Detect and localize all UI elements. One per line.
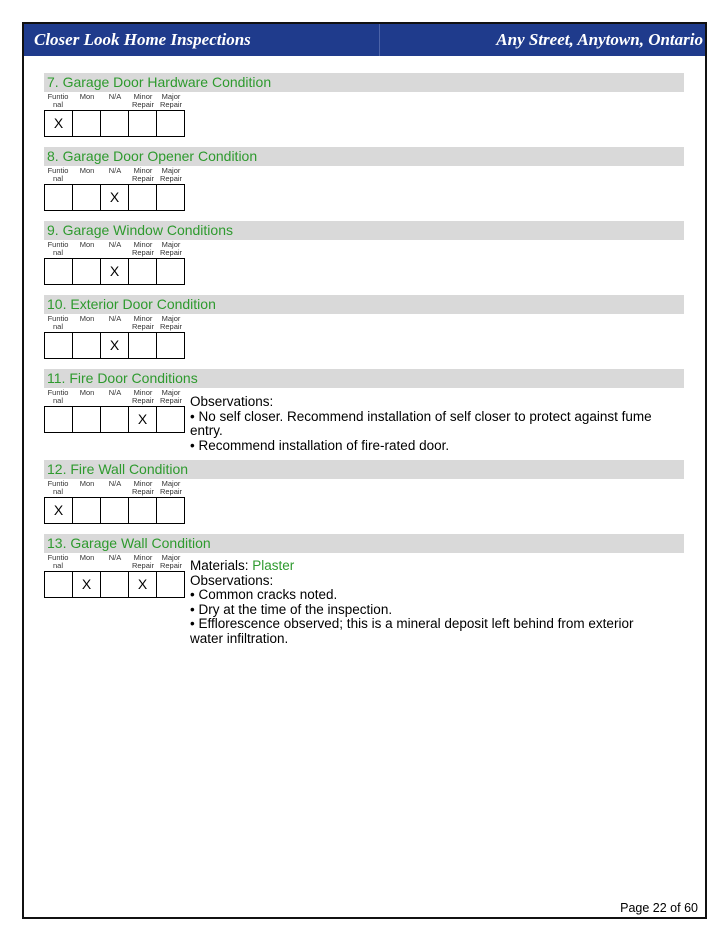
page-number: Page 22 of 60: [620, 901, 698, 915]
cell-minor-repair: [129, 111, 157, 136]
cell-functional: [45, 572, 73, 597]
section-garage-door-hardware: [44, 73, 684, 131]
section-title: 10. Exterior Door Condition: [44, 295, 684, 314]
col-minor-repair: Minor Repair: [131, 388, 155, 405]
cell-minor-repair: [129, 185, 157, 210]
cell-minor-repair: [129, 498, 157, 523]
cell-mon: X: [73, 572, 101, 597]
col-major-repair: Major Repair: [159, 553, 183, 570]
cell-major-repair: [157, 111, 184, 136]
report-header: [24, 24, 705, 56]
section-title: 8. Garage Door Opener Condition: [44, 147, 684, 166]
col-major-repair: Major Repair: [159, 240, 183, 257]
col-na: N/A: [108, 314, 122, 323]
col-minor-repair: Minor Repair: [131, 314, 155, 331]
company-name: Closer Look Home Inspections: [24, 24, 380, 56]
col-functional: Funtio nal: [47, 314, 69, 331]
cell-na: X: [101, 185, 129, 210]
cell-mon: [73, 333, 101, 358]
property-address: Any Street, Anytown, Ontario: [496, 30, 703, 49]
materials-value: Plaster: [252, 558, 295, 573]
col-mon: Mon: [79, 166, 95, 175]
cell-major-repair: [157, 407, 184, 432]
cell-mon: [73, 259, 101, 284]
col-na: N/A: [108, 240, 122, 249]
materials-line: [190, 559, 670, 574]
section-fire-door: [44, 369, 684, 453]
section-title: 7. Garage Door Hardware Condition: [44, 73, 684, 92]
cell-na: [101, 498, 129, 523]
col-mon: Mon: [79, 388, 95, 397]
observation-item: • No self closer. Recommend installation of self closer to protect against fume entry.: [190, 408, 652, 438]
cell-functional: [45, 407, 73, 432]
column-headers: [44, 240, 684, 258]
col-na: N/A: [108, 553, 122, 562]
cell-functional: [45, 333, 73, 358]
cell-major-repair: [157, 185, 184, 210]
section-fire-wall: [44, 460, 684, 518]
cell-functional: X: [45, 498, 73, 523]
col-functional: Funtio nal: [47, 479, 69, 496]
col-minor-repair: Minor Repair: [131, 240, 155, 257]
section-garage-window: [44, 221, 684, 279]
col-major-repair: Major Repair: [159, 314, 183, 331]
cell-minor-repair: X: [129, 572, 157, 597]
condition-grid: [44, 332, 185, 359]
observation-item: • Common cracks noted.: [190, 587, 338, 602]
col-mon: Mon: [79, 553, 95, 562]
cell-mon: [73, 185, 101, 210]
col-major-repair: Major Repair: [159, 166, 183, 183]
col-na: N/A: [108, 479, 122, 488]
observations-block: [190, 395, 670, 453]
observations-label: Observations:: [190, 572, 274, 588]
materials-label: Materials:: [190, 558, 249, 573]
section-title: 12. Fire Wall Condition: [44, 460, 684, 479]
column-headers: [44, 92, 684, 110]
section-title: 11. Fire Door Conditions: [44, 369, 684, 388]
column-headers: [44, 166, 684, 184]
col-functional: Funtio nal: [47, 388, 69, 405]
cell-na: [101, 572, 129, 597]
section-garage-door-opener: [44, 147, 684, 205]
condition-grid: [44, 110, 185, 137]
cell-minor-repair: [129, 333, 157, 358]
condition-grid: [44, 406, 185, 433]
cell-major-repair: [157, 333, 184, 358]
col-major-repair: Major Repair: [159, 92, 183, 109]
observations-block: [190, 559, 670, 646]
cell-na: X: [101, 259, 129, 284]
section-title: 13. Garage Wall Condition: [44, 534, 684, 553]
cell-functional: X: [45, 111, 73, 136]
col-mon: Mon: [79, 314, 95, 323]
observation-item: • Dry at the time of the inspection.: [190, 601, 393, 617]
col-major-repair: Major Repair: [159, 388, 183, 405]
cell-major-repair: [157, 572, 184, 597]
column-headers: [44, 314, 684, 332]
cell-mon: [73, 407, 101, 432]
col-functional: Funtio nal: [47, 240, 69, 257]
cell-mon: [73, 111, 101, 136]
section-title: 9. Garage Window Conditions: [44, 221, 684, 240]
cell-major-repair: [157, 498, 184, 523]
col-minor-repair: Minor Repair: [131, 553, 155, 570]
condition-grid: [44, 184, 185, 211]
condition-grid: [44, 571, 185, 598]
section-exterior-door: [44, 295, 684, 353]
cell-mon: [73, 498, 101, 523]
cell-functional: [45, 185, 73, 210]
cell-major-repair: [157, 259, 184, 284]
cell-functional: [45, 259, 73, 284]
cell-minor-repair: [129, 259, 157, 284]
col-functional: Funtio nal: [47, 92, 69, 109]
col-functional: Funtio nal: [47, 166, 69, 183]
cell-na: X: [101, 333, 129, 358]
col-na: N/A: [108, 388, 122, 397]
col-mon: Mon: [79, 479, 95, 488]
col-minor-repair: Minor Repair: [131, 166, 155, 183]
column-headers: [44, 479, 684, 497]
col-functional: Funtio nal: [47, 553, 69, 570]
condition-grid: [44, 258, 185, 285]
col-major-repair: Major Repair: [159, 479, 183, 496]
observation-item: • Efflorescence observed; this is a mineral deposit left behind from exterior water infiltration.: [190, 616, 634, 646]
condition-grid: [44, 497, 185, 524]
observation-item: • Recommend installation of fire-rated door.: [190, 437, 450, 453]
cell-na: [101, 407, 129, 432]
section-garage-wall: [44, 534, 684, 646]
col-na: N/A: [108, 166, 122, 175]
col-mon: Mon: [79, 240, 95, 249]
col-minor-repair: Minor Repair: [131, 479, 155, 496]
observations-label: Observations:: [190, 394, 274, 409]
cell-minor-repair: X: [129, 407, 157, 432]
col-minor-repair: Minor Repair: [131, 92, 155, 109]
col-na: N/A: [108, 92, 122, 101]
cell-na: [101, 111, 129, 136]
col-mon: Mon: [79, 92, 95, 101]
